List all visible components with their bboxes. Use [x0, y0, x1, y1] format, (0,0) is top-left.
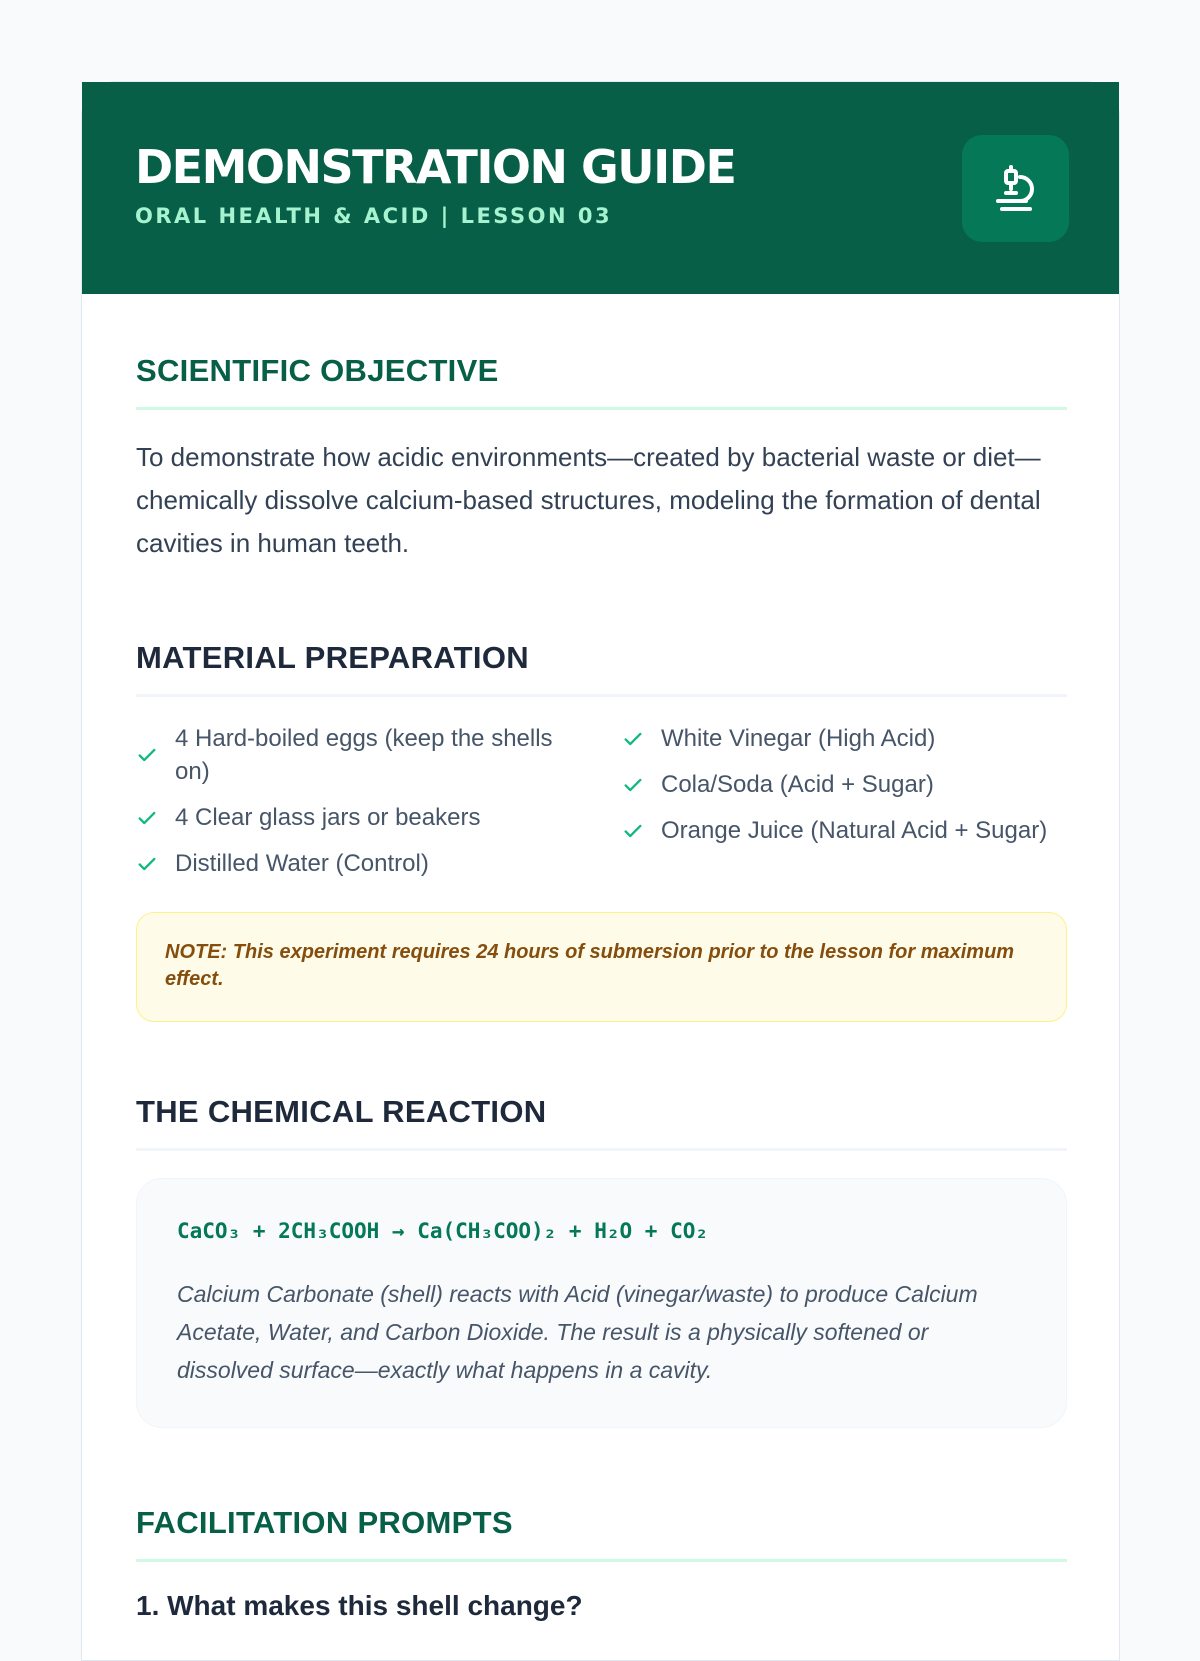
check-icon — [622, 728, 644, 750]
objective-heading: SCIENTIFIC OBJECTIVE — [136, 353, 499, 388]
check-icon — [622, 774, 644, 796]
materials-divider — [136, 694, 1067, 697]
prep-note: NOTE: This experiment requires 24 hours of submersion prior to the lesson for maximum effect. — [136, 912, 1067, 1022]
material-label: Orange Juice (Natural Acid + Sugar) — [661, 817, 1048, 844]
check-icon — [136, 853, 158, 875]
reaction-box — [136, 1178, 1067, 1428]
header-badge — [962, 135, 1069, 242]
check-icon — [136, 807, 158, 829]
page-title: DEMONSTRATION GUIDE — [135, 140, 736, 194]
list-item — [622, 768, 1082, 801]
guide-header — [82, 82, 1119, 294]
reaction-heading: THE CHEMICAL REACTION — [136, 1094, 547, 1129]
check-icon — [136, 744, 158, 766]
prompts-heading: FACILITATION PROMPTS — [136, 1505, 513, 1540]
material-label: Cola/Soda (Acid + Sugar) — [661, 771, 934, 798]
list-item — [136, 847, 586, 880]
list-item — [136, 722, 586, 788]
materials-heading: MATERIAL PREPARATION — [136, 640, 529, 675]
material-label: 4 Hard-boiled eggs (keep the shells on) — [175, 725, 553, 785]
list-item — [622, 722, 1082, 755]
list-item — [136, 801, 586, 834]
reaction-divider — [136, 1148, 1067, 1151]
chemical-equation: CaCO₃ + 2CH₃COOH → Ca(CH₃COO)₂ + H₂O + CO₂ — [177, 1219, 709, 1243]
prompts-divider — [136, 1559, 1067, 1562]
list-item — [622, 814, 1082, 847]
reaction-explanation: Calcium Carbonate (shell) reacts with Acid (vinegar/waste) to produce Calcium Acetate, Water, and Carbon Dioxide. The result is a physically softened or dissolved surface—exactly what happens in a cavity. — [177, 1281, 978, 1383]
page-subtitle: ORAL HEALTH & ACID | LESSON 03 — [135, 204, 613, 228]
material-label: Distilled Water (Control) — [175, 850, 429, 877]
prompt-item: 1. What makes this shell change? — [136, 1590, 583, 1621]
objective-divider — [136, 407, 1067, 410]
materials-list-left — [136, 722, 586, 893]
guide-card — [81, 81, 1120, 1661]
check-icon — [622, 820, 644, 842]
material-label: White Vinegar (High Acid) — [661, 725, 936, 752]
material-label: 4 Clear glass jars or beakers — [175, 804, 481, 831]
microscope-icon — [992, 163, 1040, 215]
materials-list-right — [622, 722, 1082, 860]
objective-text: To demonstrate how acidic environments—created by bacterial waste or diet—chemically dissolve calcium-based structures, modeling the formation of dental cavities in human teeth. — [136, 442, 1041, 558]
